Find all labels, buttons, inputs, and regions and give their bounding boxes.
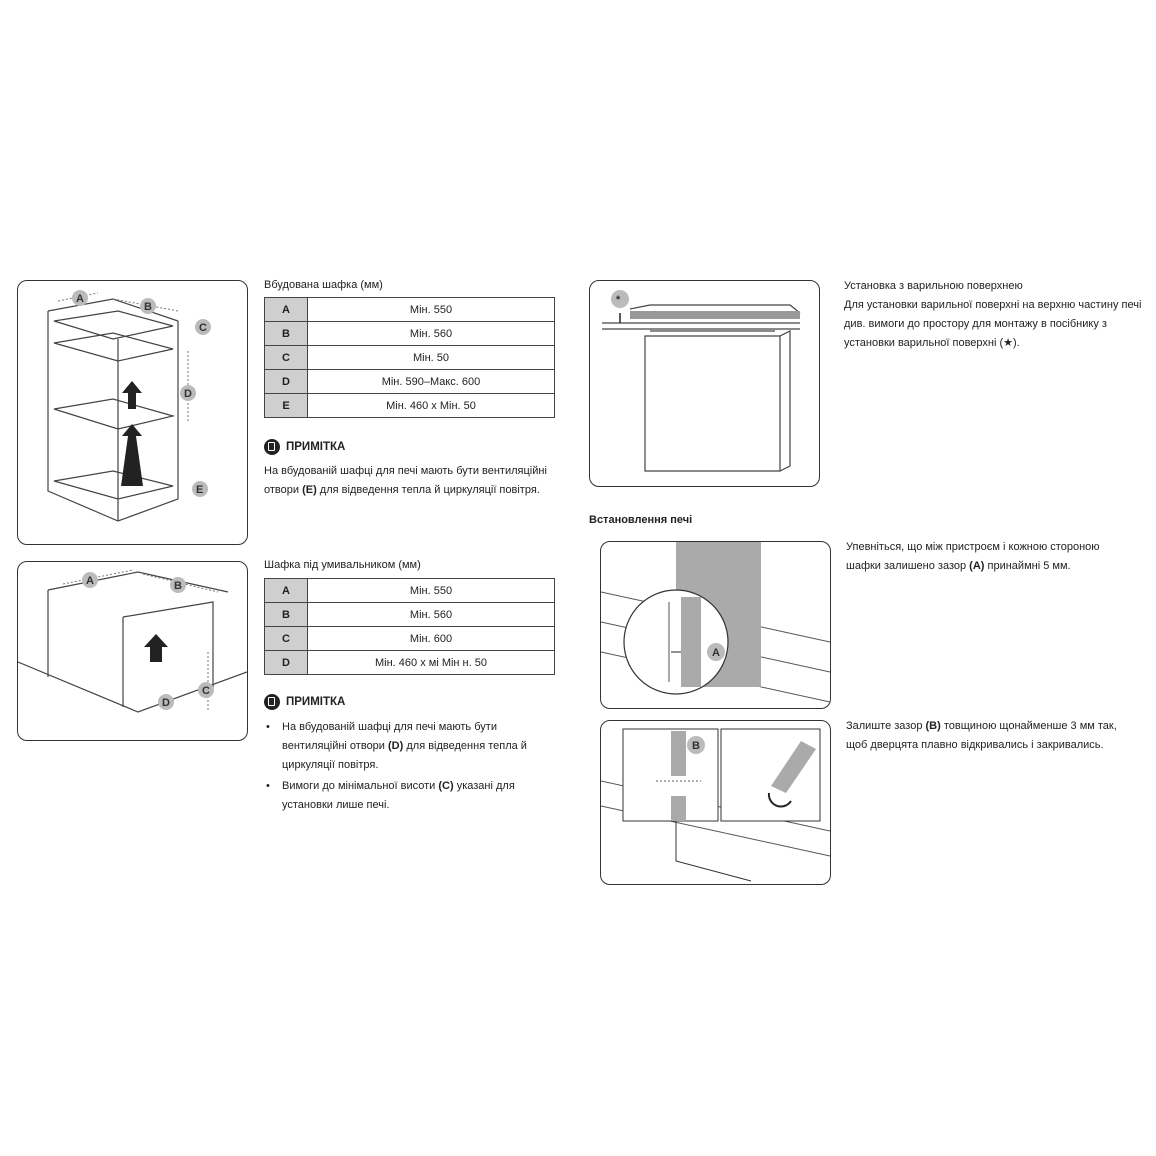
install-section-title: Встановлення печі — [589, 514, 693, 526]
fig2-label-b: B — [174, 580, 182, 592]
built-in-note-heading — [264, 439, 345, 455]
side-gap-figure — [600, 541, 831, 709]
table-row — [265, 298, 555, 322]
fig2-label-a: A — [86, 575, 94, 587]
under-sink-spec-table — [264, 578, 555, 675]
row-value: Мін. 550 — [308, 298, 555, 322]
note-title: ПРИМІТКА — [286, 441, 346, 453]
note-text-post: для відведення тепла й циркуляції повітря. — [316, 484, 540, 496]
row-value: Мін. 560 — [308, 322, 555, 346]
built-in-spec-table — [264, 297, 555, 418]
row-key: C — [265, 346, 308, 370]
door-gap-figure — [600, 720, 831, 885]
table-row — [265, 603, 555, 627]
bullet-text-pre: Вимоги до мінімальної висоти — [282, 780, 439, 792]
note-text-bold: (E) — [302, 484, 317, 496]
fig1-label-e: E — [196, 484, 204, 496]
table-row — [265, 579, 555, 603]
fig1-label-a: A — [76, 293, 84, 305]
row-value: Мін. 590–Макс. 600 — [308, 370, 555, 394]
under-sink-table-caption: Шафка під умивальником (мм) — [264, 559, 421, 571]
step2-text-bold: (B) — [925, 720, 941, 732]
list-item — [282, 718, 557, 775]
row-value: Мін. 460 x мі Мін н. 50 — [308, 651, 555, 675]
fig2-label-d: D — [162, 697, 170, 709]
row-key: D — [265, 651, 308, 675]
table-row — [265, 394, 555, 418]
row-key: D — [265, 370, 308, 394]
row-value: Мін. 600 — [308, 627, 555, 651]
under-sink-note-heading — [264, 694, 345, 710]
built-in-cabinet-figure — [17, 280, 248, 545]
bullet-text-post: для відведення тепла й циркуляції повітря. — [282, 740, 527, 771]
fig1-label-b: B — [144, 301, 152, 313]
hob-installation-drawing — [590, 281, 819, 486]
hob-text-block — [844, 277, 1144, 353]
row-key: B — [265, 603, 308, 627]
fig1-label-c: C — [199, 322, 207, 334]
install-step1-text — [846, 538, 1121, 576]
table-row — [265, 627, 555, 651]
step1-text-pre: Упевніться, що між пристроєм і кожною стороною шафки залишено зазор — [846, 541, 1100, 572]
side-gap-drawing — [601, 542, 830, 708]
table-row — [265, 370, 555, 394]
built-in-note-text — [264, 462, 554, 500]
list-item — [282, 777, 557, 815]
under-sink-note-list — [264, 718, 557, 817]
hob-title: Установка з варильною поверхнею — [844, 280, 1023, 292]
table-row — [265, 651, 555, 675]
hob-installation-figure — [589, 280, 820, 487]
hob-description: Для установки варильної поверхні на верхню частину печі див. вимоги до простору для монтажу в посібнику з установки варильної поверхні (★). — [844, 299, 1142, 349]
built-in-table-caption: Вбудована шафка (мм) — [264, 279, 383, 291]
row-key: A — [265, 579, 308, 603]
fig4-label-a: A — [712, 647, 720, 659]
note-icon — [264, 694, 280, 710]
fig3-label-star: * — [616, 294, 621, 306]
step2-text-post: товщиною щонайменше 3 мм так, щоб дверцята плавно відкривались і закривались. — [846, 720, 1117, 751]
fig5-label-b: B — [692, 740, 700, 752]
fig2-label-c: C — [202, 685, 210, 697]
note-text-pre: На вбудованій шафці для печі мають бути вентиляційні отвори — [264, 465, 547, 496]
built-in-cabinet-drawing — [18, 281, 247, 544]
fig1-label-d: D — [184, 388, 192, 400]
step1-text-bold: (A) — [969, 560, 985, 572]
row-key: B — [265, 322, 308, 346]
row-key: C — [265, 627, 308, 651]
row-value: Мін. 550 — [308, 579, 555, 603]
note-title: ПРИМІТКА — [286, 696, 346, 708]
bullet-text-bold: (C) — [438, 780, 454, 792]
under-sink-cabinet-drawing — [18, 562, 247, 740]
row-value: Мін. 460 x Мін. 50 — [308, 394, 555, 418]
under-sink-cabinet-figure — [17, 561, 248, 741]
note-icon — [264, 439, 280, 455]
bullet-text-pre: На вбудованій шафці для печі мають бути вентиляційні отвори — [282, 721, 497, 752]
step2-text-pre: Залиште зазор — [846, 720, 926, 732]
bullet-text-post: указані для установки лише печі. — [282, 780, 515, 811]
row-key: E — [265, 394, 308, 418]
row-key: A — [265, 298, 308, 322]
table-row — [265, 322, 555, 346]
row-value: Мін. 50 — [308, 346, 555, 370]
table-row — [265, 346, 555, 370]
door-gap-drawing — [601, 721, 830, 884]
row-value: Мін. 560 — [308, 603, 555, 627]
install-step2-text — [846, 717, 1141, 755]
step1-text-post: принаймні 5 мм. — [984, 560, 1071, 572]
bullet-text-bold: (D) — [388, 740, 404, 752]
